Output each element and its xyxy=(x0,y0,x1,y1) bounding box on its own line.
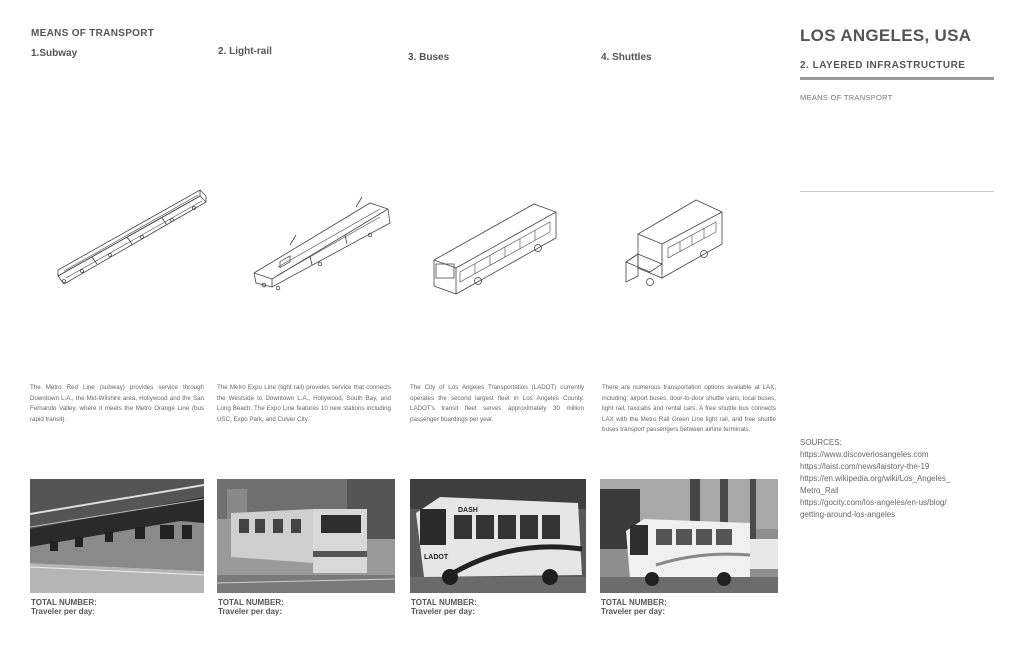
source-link[interactable]: getting-around-los-angeles xyxy=(800,510,896,519)
subway-traveler-per-day: Traveler per day: xyxy=(31,607,96,616)
bus-photo xyxy=(410,479,586,593)
bus-sign-text: DASH xyxy=(458,507,478,514)
means-of-transport-label: MEANS OF TRANSPORT xyxy=(800,93,893,102)
light-rail-photo xyxy=(217,479,395,593)
sources-block xyxy=(800,437,950,521)
source-link[interactable]: https://gocity.com/los-angeles/en-us/blog/ xyxy=(800,498,947,507)
light-rail-totals xyxy=(218,598,284,616)
shuttle-photo xyxy=(600,479,778,593)
buses-total-number: TOTAL NUMBER: xyxy=(411,598,477,607)
shuttles-traveler-per-day: Traveler per day: xyxy=(601,607,666,616)
subway-totals xyxy=(31,598,97,616)
light-rail-description: The Metro Expo Line (light rail) provides service that connects the Westside to Downtown L.A., Hollywood, South Bay, and Long Beach. The Expo Line features 10 new stations including USC, Expo Park, and Culver City. xyxy=(217,384,391,423)
buses-totals xyxy=(411,598,477,616)
bus-drawing xyxy=(430,200,562,298)
subway-title: 1.Subway xyxy=(31,48,78,59)
source-link[interactable]: https://www.discoverlosangeles.com xyxy=(800,450,929,459)
shuttles-total-number: TOTAL NUMBER: xyxy=(601,598,667,607)
source-link[interactable]: Metro_Rail xyxy=(800,486,839,495)
buses-traveler-per-day: Traveler per day: xyxy=(411,607,476,616)
source-link[interactable]: https://en.wikipedia.org/wiki/Los_Angeles_ xyxy=(800,474,951,483)
light-rail-total-number: TOTAL NUMBER: xyxy=(218,598,284,607)
buses-description: The City of Los Angeles Transportation (LADOT) currently operates the second largest fleet in Los Angeles County. LADOT's transit fleet serves approximately 30 million passenger boardings per year. xyxy=(410,384,584,423)
subway-photo xyxy=(30,479,204,593)
shuttles-totals xyxy=(601,598,667,616)
shuttles-description: There are numerous transportation options available at LAX, including: airport buses, door-to-door shuttle vans, local buses, light rail, taxicabs and rental cars. A free shuttle bus connects LAX with the Metro Rail Green Line light rail, and free shuttle buses transport passengers between airline terminals. xyxy=(602,384,776,433)
sources-label: SOURCES: xyxy=(800,438,842,447)
light-rail-title: 2. Light-rail xyxy=(218,46,272,57)
title-rule xyxy=(800,77,994,80)
page-subtitle: 2. LAYERED INFRASTRUCTURE xyxy=(800,60,966,71)
subway-drawing xyxy=(52,188,212,293)
source-link[interactable]: https://laist.com/news/laistory-the-19 xyxy=(800,462,930,471)
section-label: MEANS OF TRANSPORT xyxy=(31,28,155,39)
subway-description: The Metro Red Line (subway) provides service through Downtown L.A., the Mid-Wilshire area, Hollywood and the San Fernando Valley, where it meets the Metro Orange Line (bus rapid transit). xyxy=(30,384,204,423)
page-title: LOS ANGELES, USA xyxy=(800,26,972,45)
light-rail-drawing xyxy=(250,195,395,293)
shuttle-drawing xyxy=(622,196,728,291)
divider-line xyxy=(800,191,994,192)
buses-title: 3. Buses xyxy=(408,52,450,63)
subway-total-number: TOTAL NUMBER: xyxy=(31,598,97,607)
bus-brand-text: LADOT xyxy=(424,554,449,561)
light-rail-traveler-per-day: Traveler per day: xyxy=(218,607,283,616)
shuttles-title: 4. Shuttles xyxy=(601,52,652,63)
